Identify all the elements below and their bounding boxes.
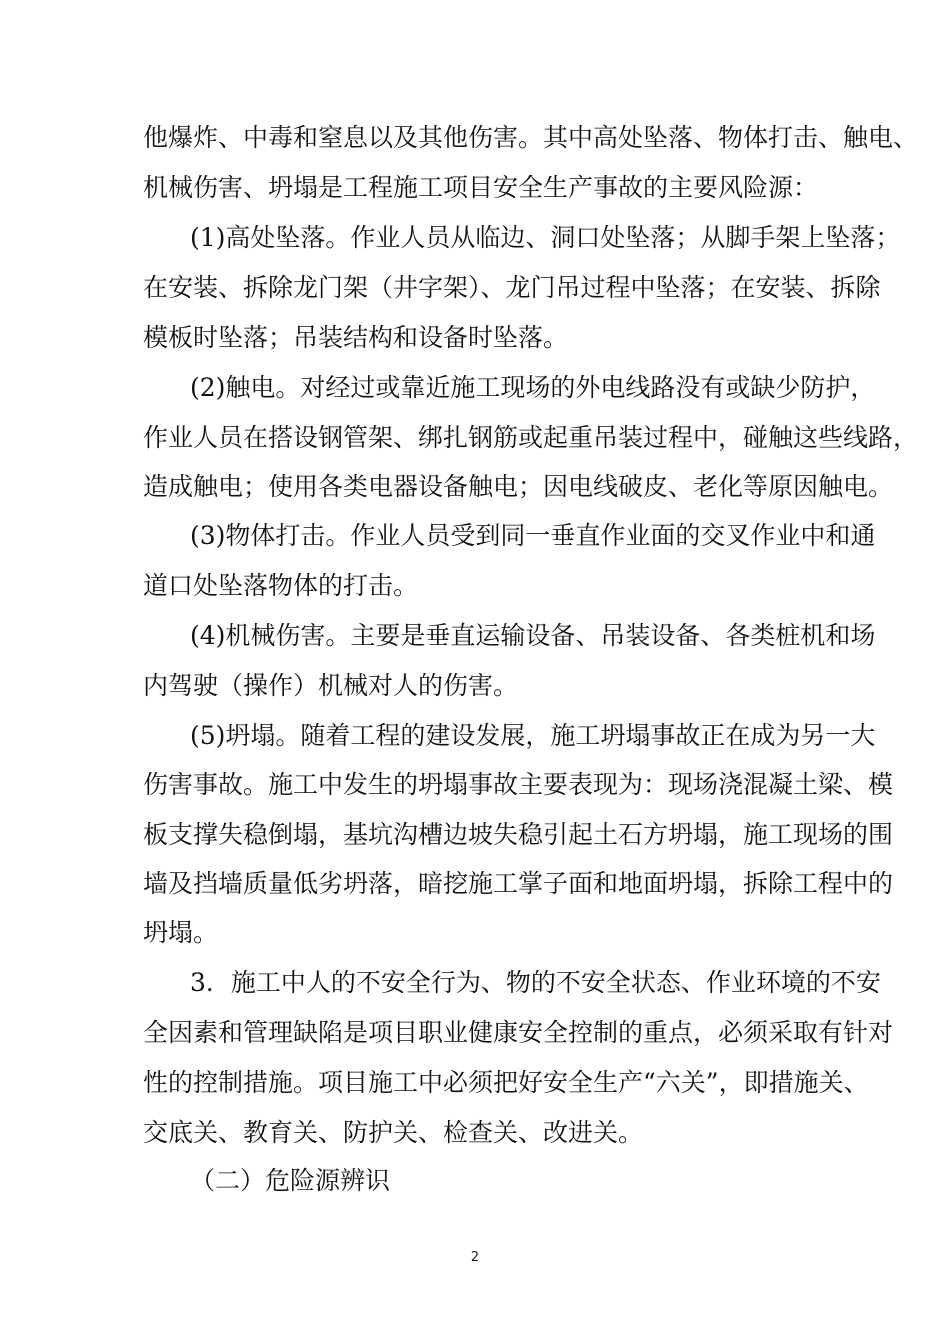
- paragraph-line: 在安装、拆除龙门架（井字架）、龙门吊过程中坠落；在安装、拆除: [143, 273, 881, 302]
- paragraph-line: 板支撑失稳倒塌，基坑沟槽边坡失稳引起土石方坍塌，施工现场的围: [143, 820, 894, 849]
- paragraph-line: 道口处坠落物体的打击。: [143, 571, 419, 600]
- paragraph-line: 3．施工中人的不安全行为、物的不安全状态、作业环境的不安: [190, 968, 881, 997]
- paragraph-line: (5)坍塌。随着工程的建设发展，施工坍塌事故正在成为另一大: [190, 721, 876, 750]
- paragraph-line: (2)触电。对经过或靠近施工现场的外电线路没有或缺少防护，: [190, 373, 876, 402]
- paragraph-line: 性的控制措施。项目施工中必须把好安全生产“六关”，即措施关、: [143, 1068, 869, 1097]
- section-heading: （二）危险源辨识: [190, 1166, 391, 1195]
- paragraph-line: 作业人员在搭设钢管架、绑扎钢筋或起重吊装过程中，碰触这些线路，: [143, 423, 919, 452]
- paragraph-line: (1)高处坠落。作业人员从临边、洞口处坠落；从脚手架上坠落；: [190, 223, 901, 252]
- paragraph-line: (4)机械伤害。主要是垂直运输设备、吊装设备、各类桩机和场: [190, 621, 876, 650]
- paragraph-line: 造成触电；使用各类电器设备触电；因电线破皮、老化等原因触电。: [143, 472, 894, 501]
- paragraph-line: (3)物体打击。作业人员受到同一垂直作业面的交叉作业中和通: [190, 521, 876, 550]
- paragraph-line: 墙及挡墙质量低劣坍落，暗挖施工掌子面和地面坍塌，拆除工程中的: [143, 869, 894, 898]
- page-number: 2: [470, 1250, 480, 1265]
- paragraph-line: 内驾驶（操作）机械对人的伤害。: [143, 671, 519, 700]
- paragraph-line: 模板时坠落；吊装结构和设备时坠落。: [143, 323, 569, 352]
- paragraph-line: 他爆炸、中毒和窒息以及其他伤害。其中高处坠落、物体打击、触电、: [143, 123, 919, 152]
- paragraph-line: 坍塌。: [143, 918, 219, 947]
- paragraph-line: 伤害事故。施工中发生的坍塌事故主要表现为：现场浇混凝土梁、模: [143, 770, 894, 799]
- paragraph-line: 机械伤害、坍塌是工程施工项目安全生产事故的主要风险源：: [143, 173, 819, 202]
- paragraph-line: 全因素和管理缺陷是项目职业健康安全控制的重点，必须采取有针对: [143, 1018, 894, 1047]
- paragraph-line: 交底关、教育关、防护关、检查关、改进关。: [143, 1118, 644, 1147]
